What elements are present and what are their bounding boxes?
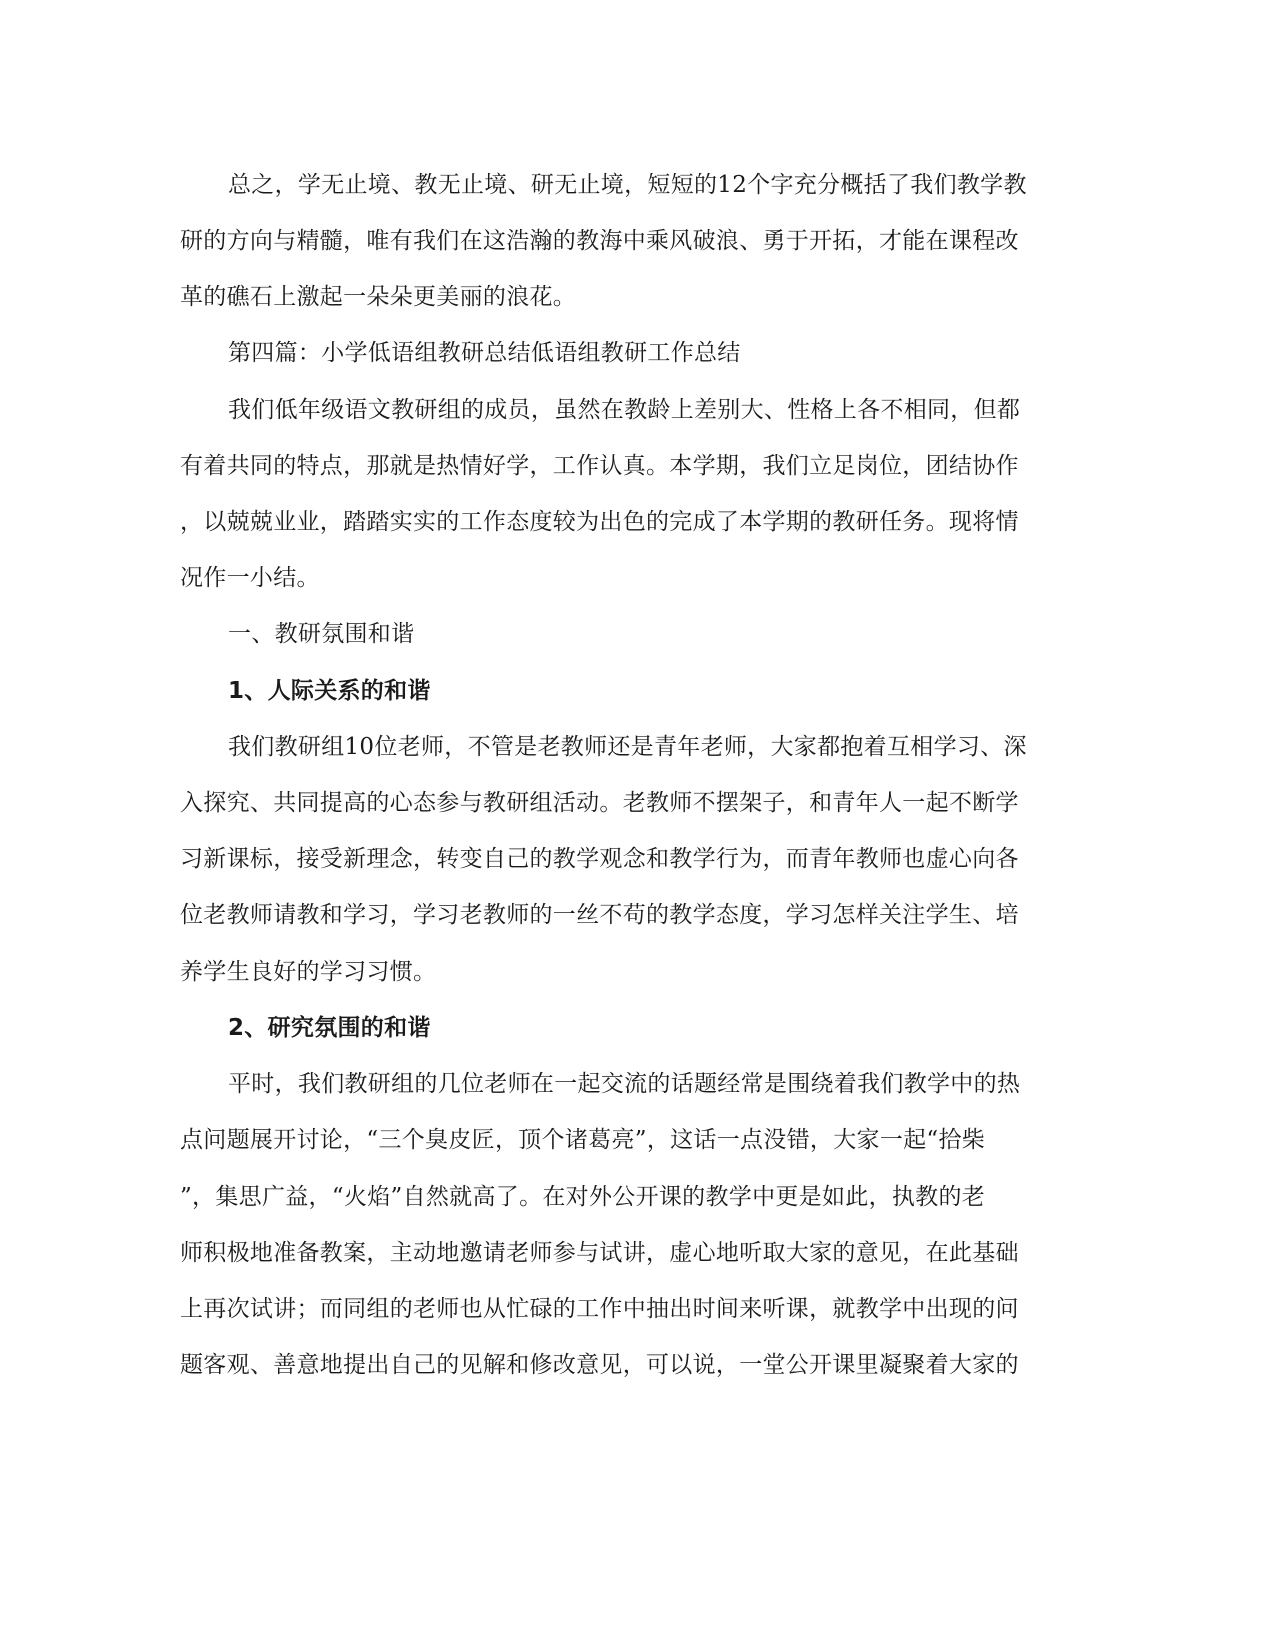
paragraph-line: 入探究、共同提高的心态参与教研组活动。老教师不摆架子，和青年人一起不断学 <box>180 790 1019 816</box>
paragraph-line: 研的方向与精髓，唯有我们在这浩瀚的教海中乘风破浪、勇于开拓，才能在课程改 <box>180 228 1019 254</box>
paragraph-line: 上再次试讲；而同组的老师也从忙碌的工作中抽出时间来听课，就教学中出现的问 <box>180 1296 1019 1322</box>
paragraph-line: 习新课标，接受新理念，转变自己的教学观念和教学行为，而青年教师也虚心向各 <box>180 846 1019 872</box>
paragraph-line: 师积极地准备教案，主动地邀请老师参与试讲，虚心地听取大家的意见，在此基础 <box>180 1240 1019 1266</box>
paragraph-line: 平时，我们教研组的几位老师在一起交流的话题经常是围绕着我们教学中的热 <box>228 1071 1021 1097</box>
paragraph-line: 我们低年级语文教研组的成员，虽然在教龄上差别大、性格上各不相同，但都 <box>228 397 1021 423</box>
heading-level2: 1、人际关系的和谐 <box>228 678 431 704</box>
paragraph-line: 有着共同的特点，那就是热情好学，工作认真。本学期，我们立足岗位，团结协作 <box>180 453 1019 479</box>
paragraph-line: 点问题展开讨论，“三个臭皮匠，顶个诸葛亮”，这话一点没错，大家一起“拾柴 <box>180 1127 986 1153</box>
paragraph-line: 革的礁石上激起一朵朵更美丽的浪花。 <box>180 284 577 310</box>
heading-level2: 2、研究氛围的和谐 <box>228 1015 431 1041</box>
paragraph-line: 况作一小结。 <box>180 565 320 591</box>
paragraph-line: ”，集思广益，“火焰”自然就高了。在对外公开课的教学中更是如此，执教的老 <box>180 1184 986 1210</box>
paragraph-line: 位老教师请教和学习，学习老教师的一丝不苟的教学态度，学习怎样关注学生、培 <box>180 902 1019 928</box>
paragraph-line: 我们教研组10位老师，不管是老教师还是青年老师，大家都抱着互相学习、深 <box>228 734 1027 760</box>
paragraph-line: 总之，学无止境、教无止境、研无止境，短短的12个字充分概括了我们教学教 <box>228 172 1027 198</box>
paragraph-line: ，以兢兢业业，踏踏实实的工作态度较为出色的完成了本学期的教研任务。现将情 <box>180 509 1019 535</box>
section-title: 第四篇：小学低语组教研总结低语组教研工作总结 <box>228 340 741 366</box>
paragraph-line: 题客观、善意地提出自己的见解和修改意见，可以说，一堂公开课里凝聚着大家的 <box>180 1352 1019 1378</box>
heading-level1: 一、教研氛围和谐 <box>228 621 415 647</box>
paragraph-line: 养学生良好的学习习惯。 <box>180 959 437 985</box>
